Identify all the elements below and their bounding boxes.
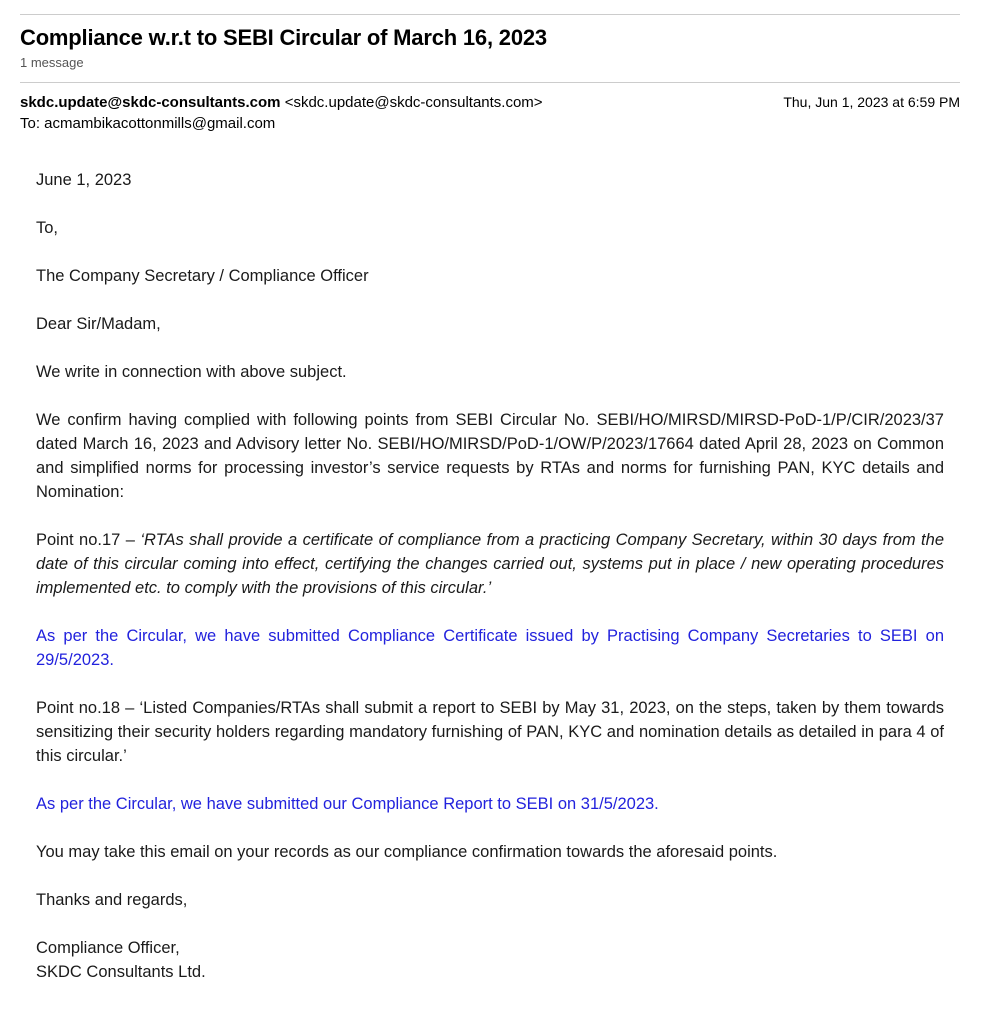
- letter-signature: [36, 936, 944, 984]
- letter-response-18: As per the Circular, we have submitted our Compliance Report to SEBI on 31/5/2023.: [36, 795, 659, 813]
- point-17-label: Point no.17 –: [36, 531, 141, 549]
- letter-addressee: The Company Secretary / Compliance Officer: [36, 267, 369, 285]
- letter-point-18: [36, 696, 944, 768]
- subject-block: [20, 24, 960, 72]
- letter-confirmation-paragraph: We confirm having complied with following points from SEBI Circular No. SEBI/HO/MIRSD/MIRSD-PoD-1/P/CIR/2023/37 dated March 16, 2023 and Advisory letter No. SEBI/HO/MIRSD/PoD-1/OW/P/2023/17664 dated April 28, 2023 on Common and simplified norms for processing investor’s service requests by RTAs and norms for furnishing PAN, KYC details and Nomination:: [36, 411, 944, 501]
- sender-identity: [20, 93, 543, 113]
- email-body: [36, 168, 944, 984]
- letter-response-17: As per the Circular, we have submitted Compliance Certificate issued by Practising Company Secretaries to SEBI on 29/5/2023.: [36, 627, 944, 669]
- point-18-label: Point no.18 –: [36, 699, 140, 717]
- sender-email-address: <skdc.update@skdc-consultants.com>: [284, 94, 543, 111]
- page-title: Compliance w.r.t to SEBI Circular of March 16, 2023: [20, 25, 547, 50]
- message-timestamp: Thu, Jun 1, 2023 at 6:59 PM: [783, 94, 960, 110]
- point-17-quote: ‘RTAs shall provide a certificate of compliance from a practicing Company Secretary, within 30 days from the date of this circular coming into effect, certifying the changes carried out, systems put in place / new operating procedures implemented etc. to comply with the provisions of this circular.’: [36, 531, 944, 597]
- sender-name[interactable]: skdc.update@skdc-consultants.com: [20, 94, 281, 111]
- letter-salutation: Dear Sir/Madam,: [36, 315, 161, 333]
- sender-row: [20, 92, 960, 113]
- letter-date: June 1, 2023: [36, 171, 132, 189]
- header-divider-middle: [20, 82, 960, 83]
- point-18-quote: ‘Listed Companies/RTAs shall submit a report to SEBI by May 31, 2023, on the steps, taken by them towards sensitizing their security holders regarding mandatory furnishing of PAN, KYC and nomination details as detailed in para 4 of this circular.’: [36, 699, 945, 765]
- sender-block: [20, 92, 960, 134]
- letter-point-17: [36, 528, 944, 600]
- signature-role: Compliance Officer,: [36, 939, 180, 957]
- header-divider-top: [20, 14, 960, 15]
- letter-thanks: Thanks and regards,: [36, 891, 188, 909]
- letter-intro: We write in connection with above subject.: [36, 363, 347, 381]
- recipient-line[interactable]: To: acmambikacottonmills@gmail.com: [20, 115, 276, 132]
- signature-company: SKDC Consultants Ltd.: [36, 963, 206, 981]
- letter-to-line: To,: [36, 219, 59, 237]
- message-count-label: 1 message: [20, 55, 84, 70]
- letter-records-note: You may take this email on your records as our compliance confirmation towards the aforesaid points.: [36, 843, 778, 861]
